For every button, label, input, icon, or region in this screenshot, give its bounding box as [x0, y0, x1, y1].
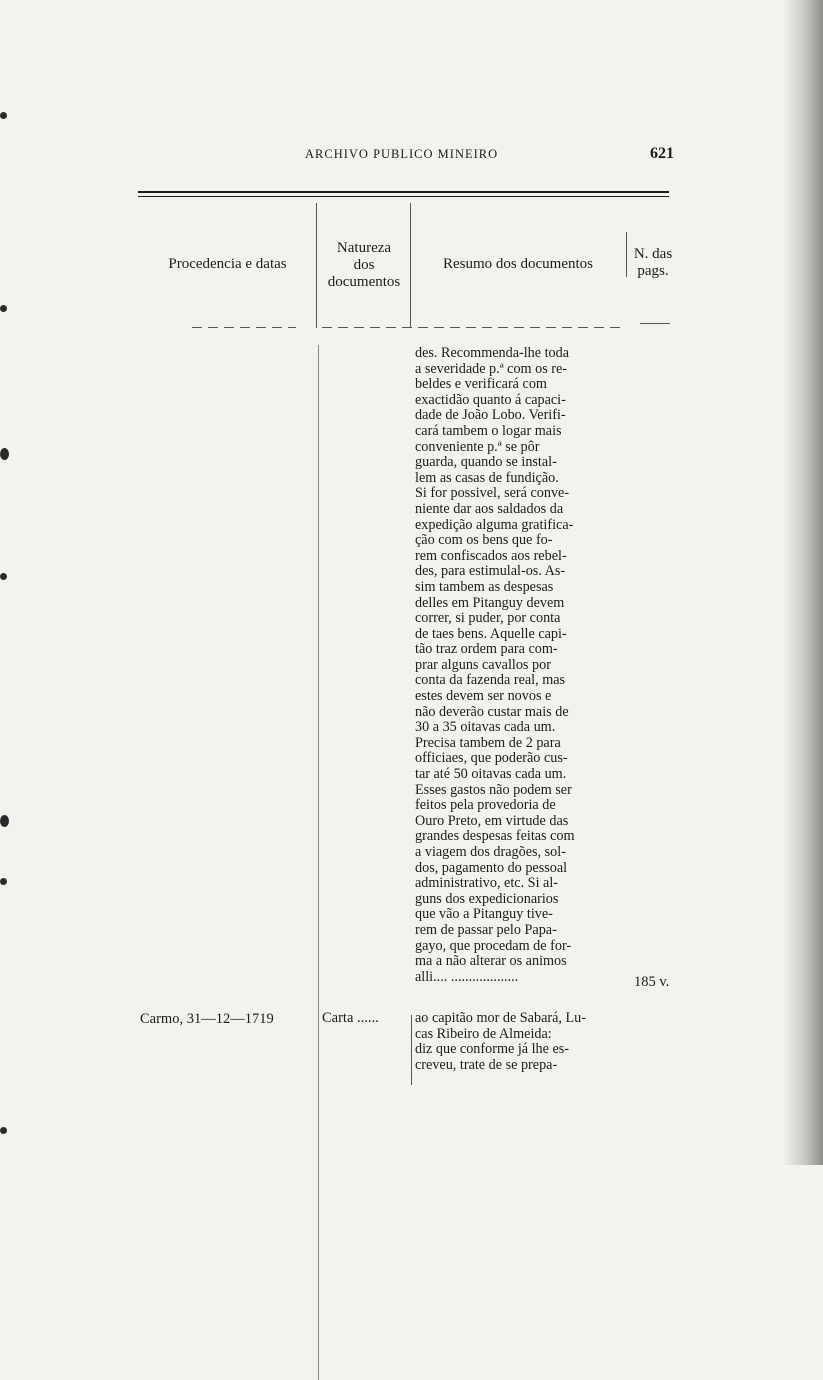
summary-line: ção com os bens que fo-	[415, 533, 553, 549]
column-header-natureza-line: documentos	[327, 274, 401, 290]
summary-line: dos, pagamento do pessoal	[415, 860, 568, 876]
summary-line: guns dos expedicionarios	[415, 891, 559, 907]
header-rule-thin	[138, 196, 669, 197]
entry-summary	[415, 346, 629, 985]
summary-line: exactidão quanto á capaci-	[415, 392, 566, 408]
running-title: ARCHIVO PUBLICO MINEIRO	[305, 147, 499, 161]
column-divider	[316, 203, 317, 328]
summary-line: des, para estimulal-os. As-	[415, 564, 566, 580]
summary-line: cará tambem o logar mais	[415, 423, 562, 439]
margin-mark	[0, 112, 7, 119]
summary-line: Precisa tambem de 2 para	[415, 735, 561, 751]
column-header-resumo-text: Resumo dos documentos	[443, 256, 593, 272]
summary-line: 30 a 35 oitavas cada um.	[415, 720, 556, 736]
header-separator	[640, 323, 670, 324]
summary-line: conta da fazenda real, mas	[415, 673, 566, 689]
header-rule-thick	[138, 191, 669, 193]
summary-line: sim tambem as despesas	[415, 579, 554, 595]
summary-line: grandes despesas feitas com	[415, 829, 575, 845]
margin-mark	[0, 878, 7, 885]
column-header-procedencia-text: Procedencia e datas	[168, 256, 287, 272]
margin-mark	[0, 1127, 7, 1134]
summary-line: des. Recommenda-lhe toda	[415, 346, 570, 361]
summary-line: conveniente p.ª se pôr	[415, 439, 540, 455]
column-header-resumo	[412, 256, 624, 273]
entry-summary	[415, 1011, 629, 1073]
column-header-natureza-line: dos	[353, 257, 375, 273]
page-edge-shadow	[783, 0, 823, 1165]
summary-line: a severidade p.ª com os re-	[415, 361, 568, 377]
summary-line: prar alguns cavallos por	[415, 657, 551, 673]
summary-line: beldes e verificará com	[415, 377, 547, 393]
summary-line: rem confiscados aos rebel-	[415, 548, 567, 564]
summary-line: diz que conforme já lhe es-	[415, 1042, 570, 1058]
summary-line: Esses gastos não podem ser	[415, 782, 572, 798]
margin-mark	[0, 573, 7, 580]
column-divider	[318, 345, 319, 1380]
summary-line: tar até 50 oitavas cada um.	[415, 767, 567, 783]
summary-line: delles em Pitanguy devem	[415, 595, 565, 611]
column-divider	[411, 1015, 412, 1085]
summary-line: Ouro Preto, em virtude das	[415, 813, 569, 829]
summary-line: niente dar aos saldados da	[415, 501, 564, 517]
summary-line: guarda, quando se instal-	[415, 455, 557, 471]
column-header-procedencia	[145, 256, 310, 273]
summary-line: dade de João Lobo. Verifi-	[415, 408, 566, 424]
summary-line: gayo, que procedam de for-	[415, 938, 572, 954]
summary-line: que vão a Pitanguy tive-	[415, 907, 553, 923]
summary-line: a viagem dos dragões, sol-	[415, 845, 566, 860]
summary-line: alli.... ...................	[415, 969, 519, 985]
entry-pages: 185 v.	[634, 974, 670, 990]
entry-natureza: Carta ......	[322, 1010, 379, 1026]
summary-line: estes devem ser novos e	[415, 689, 552, 705]
page-number: 621	[650, 145, 674, 162]
column-header-pags	[626, 246, 680, 280]
header-separator	[322, 327, 622, 328]
margin-mark	[0, 305, 7, 312]
margin-mark	[0, 815, 9, 827]
summary-line: cas Ribeiro de Almeida:	[415, 1026, 552, 1042]
summary-line: feitos pela provedoria de	[415, 798, 556, 814]
summary-line: ao capitão mor de Sabará, Lu-	[415, 1011, 586, 1026]
summary-line: de taes bens. Aquelle capi-	[415, 626, 567, 642]
summary-line: correr, si puder, por conta	[415, 611, 561, 627]
summary-line: lem as casas de fundição.	[415, 470, 559, 486]
summary-line: não deverão custar mais de	[415, 704, 569, 720]
summary-line: administrativo, etc. Si al-	[415, 876, 559, 892]
summary-line: creveu, trate de se prepa-	[415, 1057, 558, 1073]
header-separator	[192, 327, 296, 328]
column-header-natureza-line: Natureza	[336, 240, 392, 256]
column-divider	[410, 203, 411, 328]
summary-line: rem de passar pelo Papa-	[415, 922, 557, 938]
column-header-pags-line: pags.	[637, 263, 669, 279]
summary-line: tão traz ordem para com-	[415, 642, 558, 658]
summary-line: Si for possivel, será conve-	[415, 486, 570, 502]
summary-line: expedição alguma gratifica-	[415, 517, 574, 533]
summary-line: ma a não alterar os animos	[415, 954, 567, 970]
column-header-natureza	[318, 240, 410, 291]
summary-line: officiaes, que poderão cus-	[415, 751, 568, 767]
entry-procedencia: Carmo, 31—12—1719	[140, 1011, 274, 1027]
margin-mark	[0, 448, 9, 460]
column-header-pags-line: N. das	[633, 246, 673, 262]
